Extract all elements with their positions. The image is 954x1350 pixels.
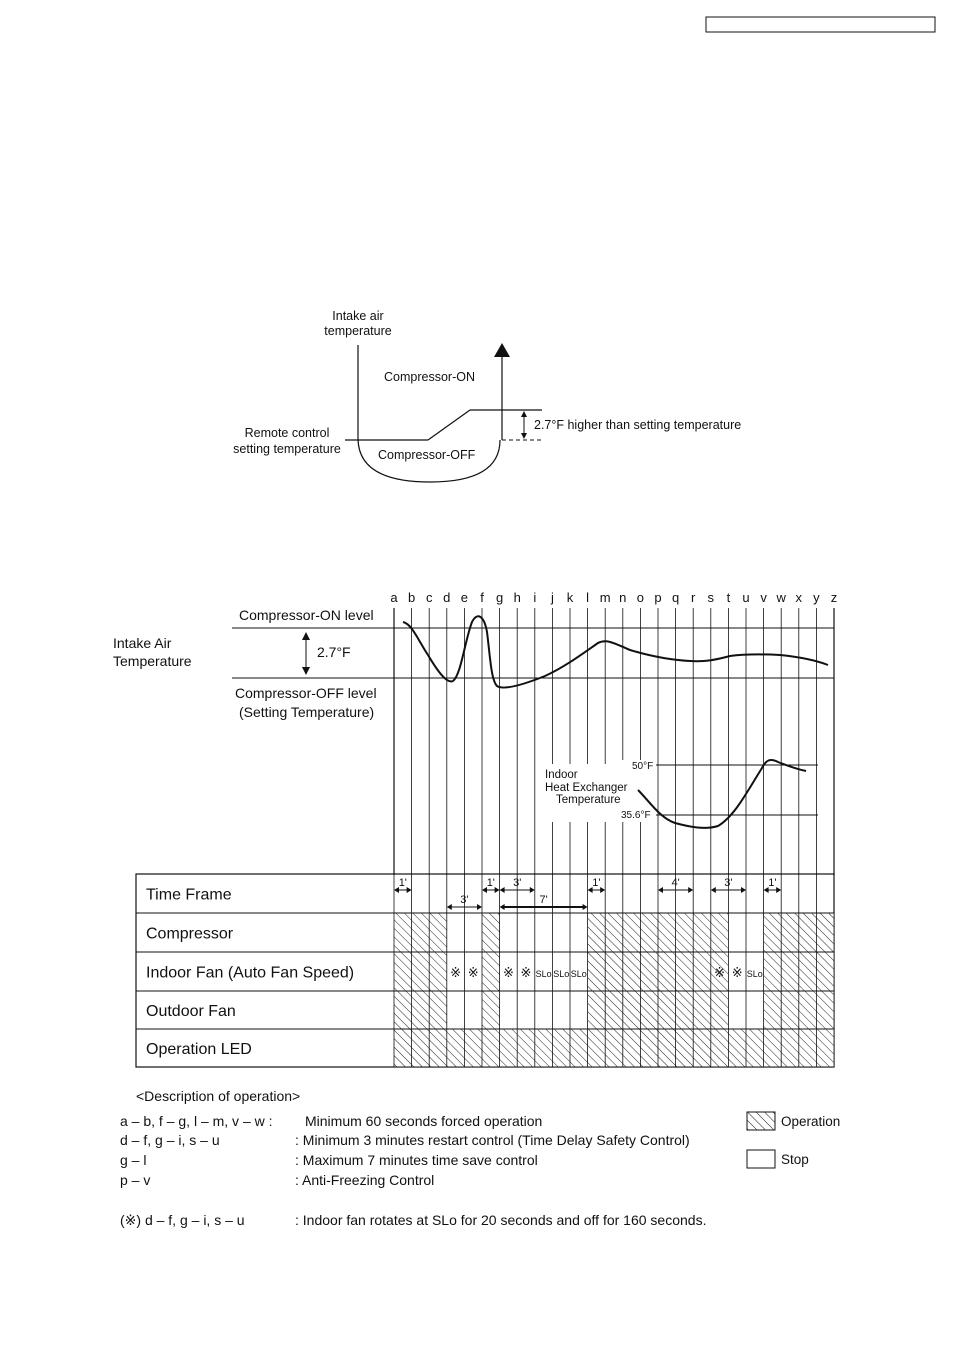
column-letter-w: w <box>776 590 786 605</box>
operation-cell <box>605 1029 623 1067</box>
operation-cell <box>429 913 447 952</box>
column-letters <box>390 590 837 605</box>
operation-cell <box>588 1029 606 1067</box>
operation-cell <box>429 1029 447 1067</box>
column-letter-q: q <box>671 590 680 605</box>
column-letter-c: c <box>425 590 433 605</box>
row-label-4: Operation LED <box>146 1041 252 1058</box>
d1-y-label-2: temperature <box>324 324 392 338</box>
intake-air-curve <box>403 616 828 687</box>
operation-cell <box>482 991 500 1029</box>
operation-cell <box>517 1029 535 1067</box>
operation-cell <box>764 1029 782 1067</box>
column-letter-m: m <box>599 590 611 605</box>
desc-ranges-2: d – f, g – i, s – u <box>120 1132 220 1148</box>
operation-cell <box>816 952 834 991</box>
legend-stop-swatch <box>747 1150 775 1168</box>
operation-cell <box>623 952 641 991</box>
time-frame-arrowhead <box>583 904 588 910</box>
operation-cell <box>781 913 799 952</box>
column-letter-s: s <box>707 590 715 605</box>
desc-heading: <Description of operation> <box>136 1088 301 1104</box>
indoor-fan-mark: SLo <box>535 969 552 979</box>
operation-cell <box>764 991 782 1029</box>
operation-cell <box>412 991 430 1029</box>
diagram-hysteresis <box>233 309 741 482</box>
timing-table <box>136 874 834 1067</box>
indoor-fan-mark: SLo <box>746 969 763 979</box>
column-letter-n: n <box>619 590 627 605</box>
indoor-fan-mark: ※ <box>520 965 532 980</box>
d1-ramp <box>428 410 470 440</box>
time-frame-label: 7' <box>539 894 548 906</box>
operation-cell <box>429 991 447 1029</box>
operation-cell <box>816 991 834 1029</box>
operation-cell <box>781 991 799 1029</box>
operation-cell <box>728 1029 746 1067</box>
timing-grid <box>394 608 834 875</box>
operation-cell <box>605 952 623 991</box>
time-frame-label: 1' <box>592 877 601 889</box>
operation-cell <box>623 1029 641 1067</box>
desc-ranges-4: p – v <box>120 1172 151 1188</box>
d2-off-level-2: (Setting Temperature) <box>239 704 375 720</box>
operation-cell <box>676 952 694 991</box>
column-letter-x: x <box>795 590 803 605</box>
time-frame-label: 3' <box>724 877 733 889</box>
desc-ranges-1: a – b, f – g, l – m, v – w : <box>120 1113 273 1129</box>
operation-cell <box>693 952 711 991</box>
d1-compressor-off: Compressor-OFF <box>378 448 476 462</box>
row-label-1: Compressor <box>146 925 234 943</box>
indoor-fan-mark: ※ <box>731 965 743 980</box>
operation-cell <box>799 991 817 1029</box>
column-letter-z: z <box>830 590 838 605</box>
operation-cell <box>816 1029 834 1067</box>
time-frame-arrowhead <box>600 887 605 893</box>
operation-cell <box>693 991 711 1029</box>
time-frame-arrowhead <box>658 887 663 893</box>
time-frame-arrowhead <box>447 904 452 910</box>
operation-cell <box>588 952 606 991</box>
column-letter-r: r <box>691 590 696 605</box>
time-frame-label: 1' <box>486 877 495 889</box>
d2-hx-high: 50°F <box>632 761 654 772</box>
desc-text-1: Minimum 60 seconds forced operation <box>305 1113 543 1129</box>
time-frame-arrowhead <box>711 887 716 893</box>
operation-cell <box>394 952 412 991</box>
operation-cell <box>676 1029 694 1067</box>
time-frame-arrowhead <box>530 887 535 893</box>
operation-cell <box>711 991 729 1029</box>
d1-arrow-head <box>494 343 510 357</box>
operation-cell <box>693 913 711 952</box>
operation-cell <box>412 952 430 991</box>
desc-text-3: : Maximum 7 minutes time save control <box>295 1152 538 1168</box>
column-letter-f: f <box>480 590 484 605</box>
operation-cell <box>676 913 694 952</box>
operation-cell <box>605 913 623 952</box>
operation-cell <box>640 991 658 1029</box>
description-section <box>120 1088 840 1228</box>
d2-hx-low: 35.6°F <box>621 810 651 821</box>
row-label-3: Outdoor Fan <box>146 1003 236 1020</box>
operation-cell <box>640 913 658 952</box>
d1-hysteresis: 2.7°F higher than setting temperature <box>534 418 742 432</box>
operation-cell <box>482 1029 500 1067</box>
operation-cell <box>764 913 782 952</box>
operation-cell <box>412 1029 430 1067</box>
d2-y-label-1: Intake Air <box>113 635 172 651</box>
time-frame-arrowhead <box>776 887 781 893</box>
operation-cell <box>764 952 782 991</box>
time-frame-label: 1' <box>768 877 777 889</box>
operation-cell <box>623 991 641 1029</box>
operation-cell <box>464 1029 482 1067</box>
d1-y-label-1: Intake air <box>332 309 384 323</box>
time-frame-arrowhead <box>688 887 693 893</box>
column-letter-p: p <box>654 590 662 605</box>
column-letter-b: b <box>407 590 416 605</box>
indoor-fan-mark: ※ <box>502 965 514 980</box>
indoor-fan-mark: ※ <box>714 965 726 980</box>
operation-cell <box>799 913 817 952</box>
operation-cell <box>605 991 623 1029</box>
d2-hx-3: Temperature <box>556 794 621 806</box>
operation-cell <box>693 1029 711 1067</box>
time-frame-arrowhead <box>500 904 505 910</box>
legend-operation-label: Operation <box>781 1114 841 1129</box>
operation-cell <box>552 1029 570 1067</box>
column-letter-i: i <box>533 590 537 605</box>
d1-compressor-on: Compressor-ON <box>384 370 475 384</box>
operation-cell <box>658 952 676 991</box>
column-letter-k: k <box>566 590 574 605</box>
indoor-fan-mark: ※ <box>450 965 462 980</box>
row-label-2: Indoor Fan (Auto Fan Speed) <box>146 964 355 982</box>
time-frame-arrowhead <box>495 887 500 893</box>
operation-cell <box>500 1029 518 1067</box>
operation-cell <box>394 913 412 952</box>
header-box <box>706 17 935 32</box>
operation-cell <box>676 991 694 1029</box>
d2-delta: 2.7°F <box>317 644 351 660</box>
d1-remote-1: Remote control <box>244 426 330 440</box>
operation-cell <box>447 1029 465 1067</box>
operation-cell <box>799 1029 817 1067</box>
desc-note-text: : Indoor fan rotates at SLo for 20 seconds and off for 160 seconds. <box>295 1212 707 1228</box>
desc-text-2: : Minimum 3 minutes restart control (Time Delay Safety Control) <box>295 1132 690 1148</box>
column-letter-t: t <box>726 590 731 605</box>
column-letter-j: j <box>550 590 554 605</box>
d2-on-level: Compressor-ON level <box>239 607 374 623</box>
operation-cell <box>588 913 606 952</box>
operation-cell <box>781 1029 799 1067</box>
d1-remote-2: setting temperature <box>233 442 341 456</box>
operation-cell <box>570 1029 588 1067</box>
operation-cell <box>658 913 676 952</box>
legend-stop-label: Stop <box>781 1152 809 1167</box>
d2-hx-2: Heat Exchanger <box>545 782 628 794</box>
column-letter-h: h <box>513 590 521 605</box>
time-frame-label: 3' <box>460 894 469 906</box>
column-letter-a: a <box>390 590 398 605</box>
operation-cell <box>394 1029 412 1067</box>
operation-cell <box>658 991 676 1029</box>
legend-operation-swatch <box>747 1112 775 1130</box>
d2-y-label-2: Temperature <box>113 653 192 669</box>
column-letter-v: v <box>760 590 767 605</box>
row-label-0: Time Frame <box>146 886 232 904</box>
column-letter-d: d <box>443 590 451 605</box>
operation-cell <box>535 1029 553 1067</box>
operation-cell <box>429 952 447 991</box>
operation-cell <box>640 952 658 991</box>
indoor-fan-mark: ※ <box>467 965 479 980</box>
column-letter-o: o <box>636 590 645 605</box>
desc-text-4: : Anti-Freezing Control <box>295 1172 435 1188</box>
time-frame-arrowhead <box>407 887 412 893</box>
time-frame-label: 1' <box>398 877 407 889</box>
operation-cell <box>623 913 641 952</box>
operation-cell <box>711 913 729 952</box>
operation-cell <box>816 913 834 952</box>
d2-off-level-1: Compressor-OFF level <box>235 685 377 701</box>
column-letter-l: l <box>586 590 590 605</box>
time-frame-arrowhead <box>741 887 746 893</box>
operation-cell <box>412 913 430 952</box>
operation-cell <box>781 952 799 991</box>
column-letter-u: u <box>742 590 750 605</box>
operation-cell <box>640 1029 658 1067</box>
operation-cell <box>746 1029 764 1067</box>
time-frame-label: 4' <box>671 877 680 889</box>
operation-cell <box>394 991 412 1029</box>
time-frame-arrowhead <box>477 904 482 910</box>
diagram-timing <box>113 590 837 1067</box>
indoor-fan-mark: SLo <box>553 969 570 979</box>
column-letter-y: y <box>813 590 820 605</box>
column-letter-g: g <box>495 590 504 605</box>
operation-cell <box>711 1029 729 1067</box>
indoor-fan-mark: SLo <box>570 969 587 979</box>
time-frame-label: 3' <box>513 877 522 889</box>
operation-cell <box>482 952 500 991</box>
operation-cell <box>658 1029 676 1067</box>
operation-cell <box>799 952 817 991</box>
desc-ranges-3: g – l <box>120 1152 147 1168</box>
d2-hx-1: Indoor <box>545 769 578 781</box>
operation-cell <box>588 991 606 1029</box>
desc-note-ranges: (※) d – f, g – i, s – u <box>120 1212 245 1228</box>
operation-cell <box>482 913 500 952</box>
time-frame-arrowhead <box>500 887 505 893</box>
column-letter-e: e <box>460 590 469 605</box>
